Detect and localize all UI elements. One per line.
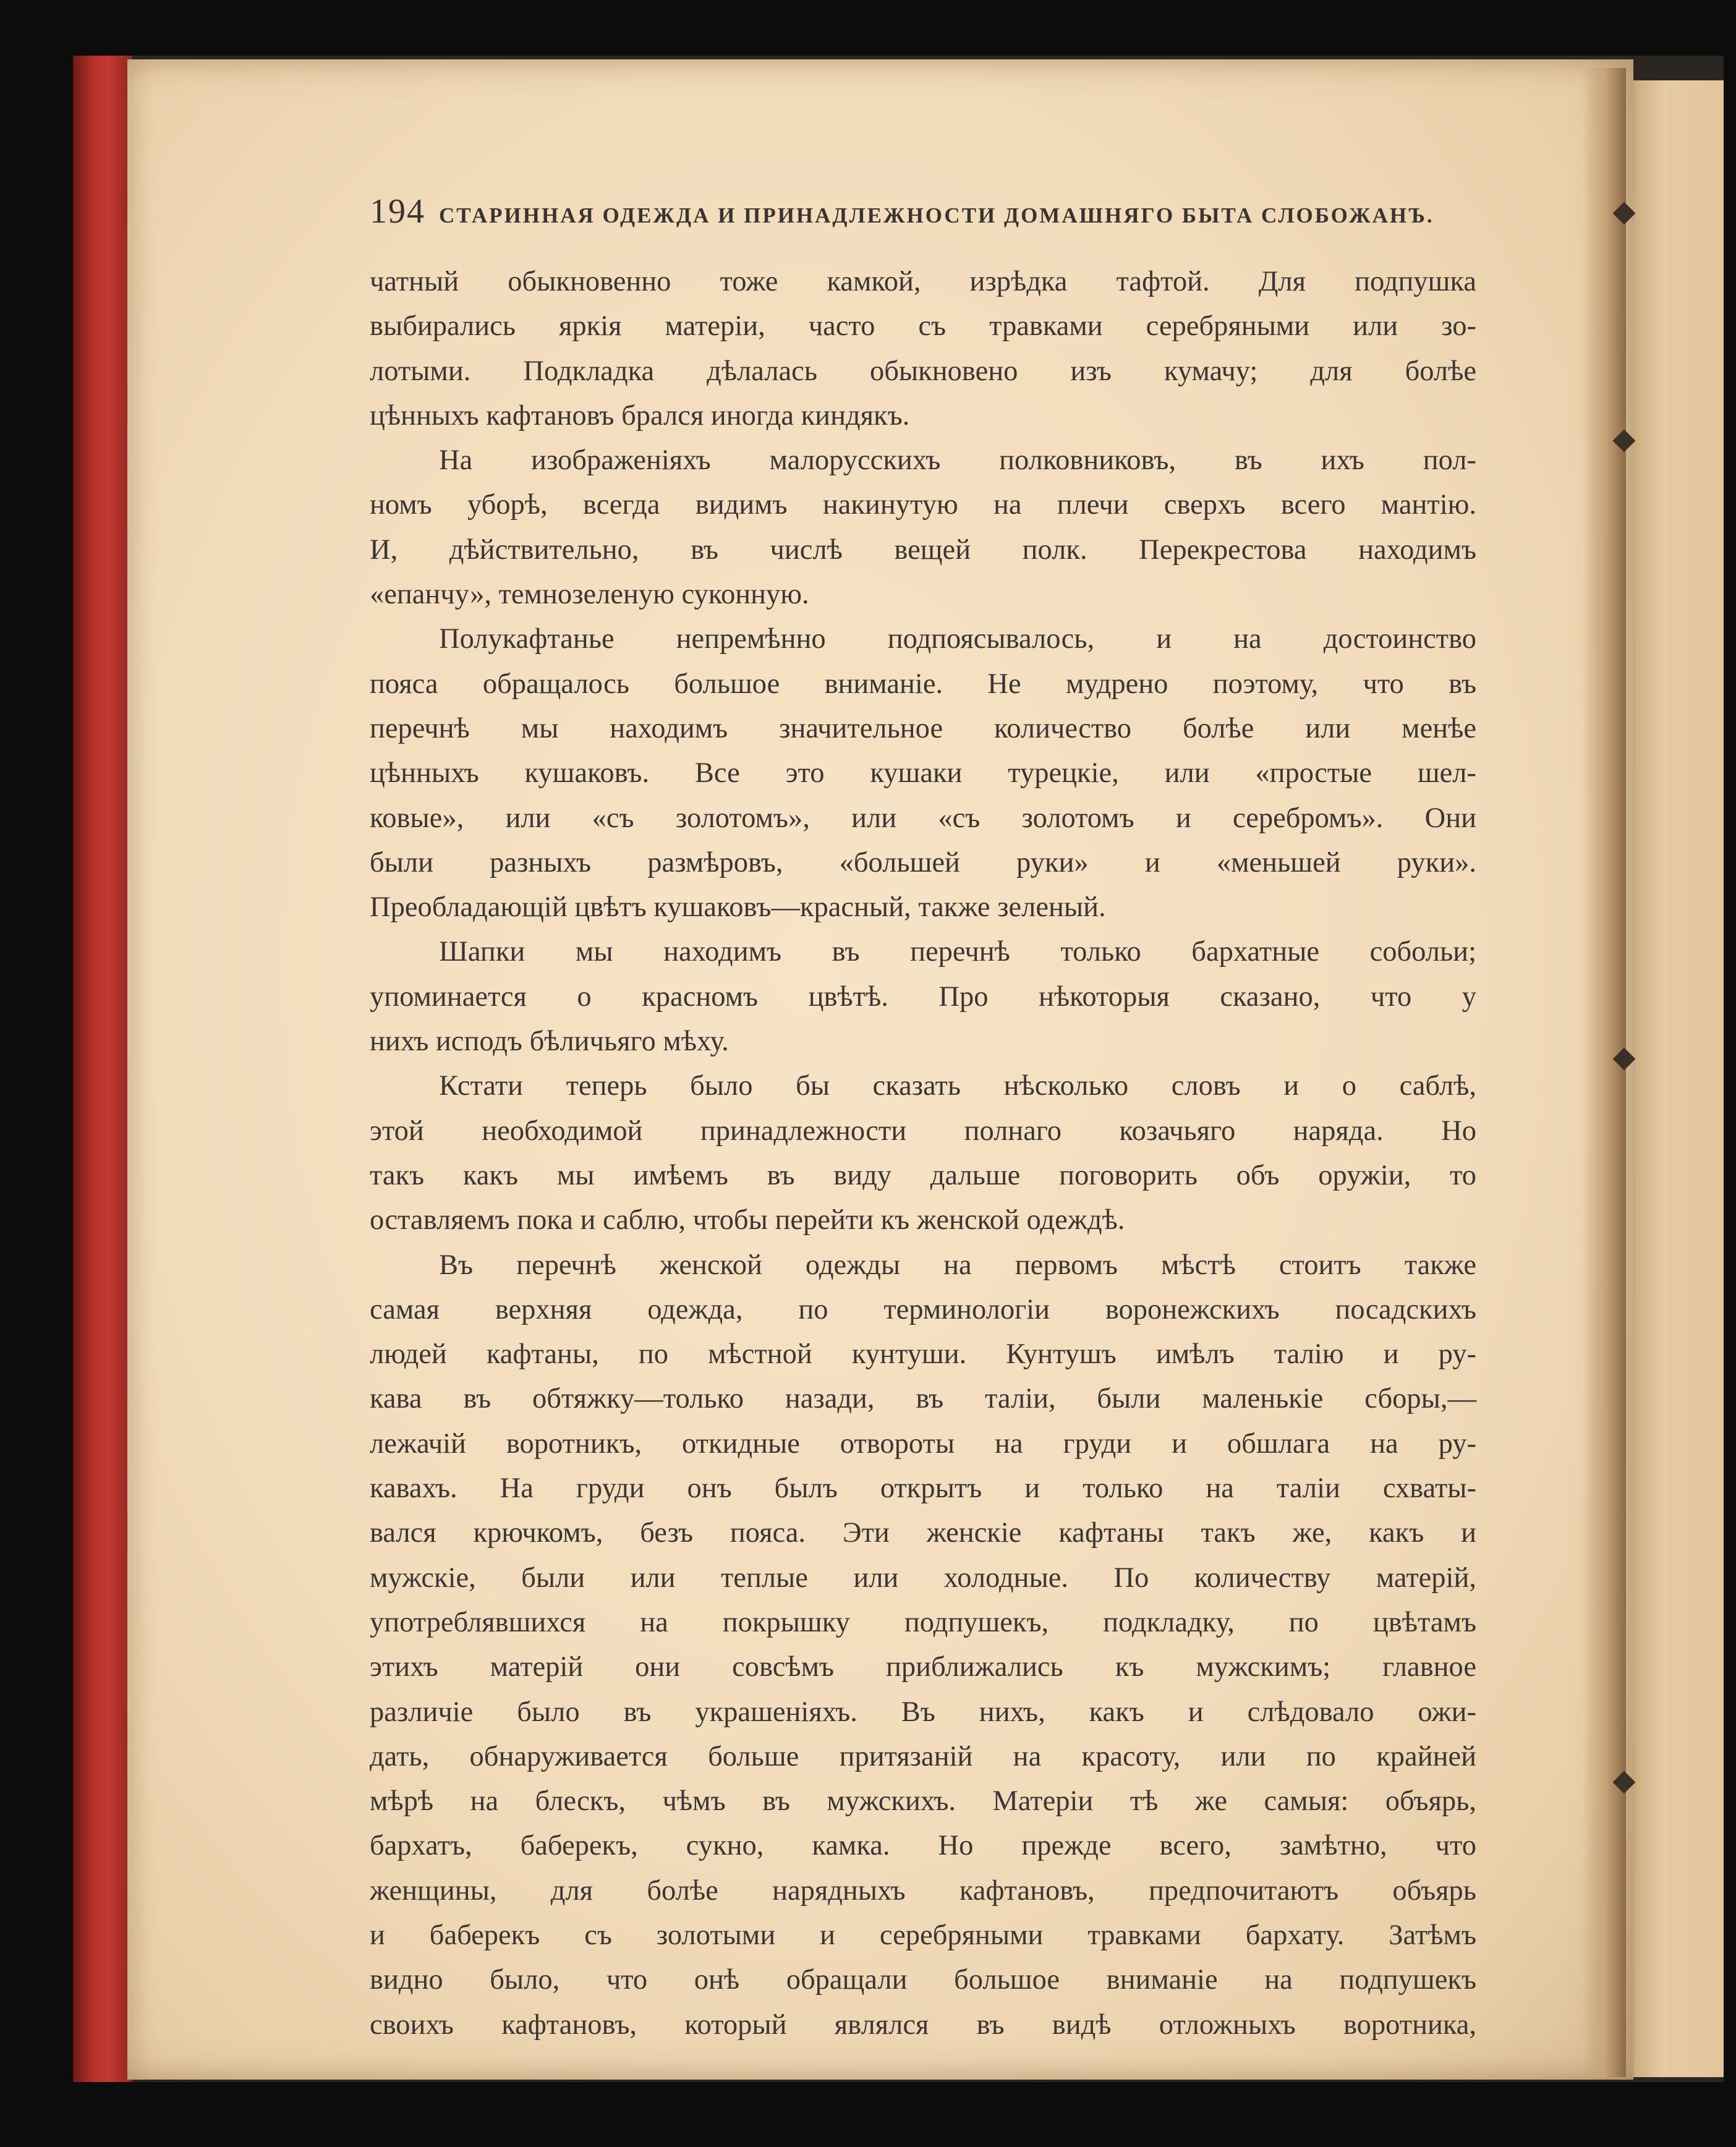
running-head: СТАРИННАЯ ОДЕЖДА И ПРИНАДЛЕЖНОСТИ ДОМАШНЯГО БЫТА СЛОБОЖАНЪ. bbox=[439, 203, 1434, 227]
text-line: нихъ исподъ бѣличьяго мѣху. bbox=[370, 1026, 729, 1058]
text-line: женщины, для болѣе нарядныхъ кафтановъ, предпочитаютъ объярь bbox=[370, 1874, 1476, 1907]
text-line: упоминается о красномъ цвѣтѣ. Про нѣкоторыя сказано, что у bbox=[370, 980, 1476, 1013]
text-line: Преобладающій цвѣтъ кушаковъ—красный, также зеленый. bbox=[370, 891, 1106, 924]
text-line: и баберекъ съ золотыми и серебряными травками бархату. Затѣмъ bbox=[370, 1919, 1476, 1951]
text-line: мужскіе, были или теплые или холодные. По количеству матерій, bbox=[370, 1562, 1476, 1594]
text-line: цѣнныхъ кушаковъ. Все это кушаки турецкіе, или «простые шел- bbox=[370, 757, 1476, 789]
text-line: этихъ матерій они совсѣмъ приближались къ мужскимъ; главное bbox=[370, 1651, 1476, 1683]
text-line: мѣрѣ на блескъ, чѣмъ въ мужскихъ. Матеріи тѣ же самыя: объярь, bbox=[370, 1785, 1476, 1818]
text-line: На изображеніяхъ малорусскихъ полковниковъ, въ ихъ пол- bbox=[439, 444, 1476, 477]
red-page-edge bbox=[73, 56, 132, 2082]
text-line: лежачій воротникъ, откидные отвороты на груди и обшлага на ру- bbox=[370, 1427, 1476, 1460]
text-line: оставляемъ пока и саблю, чтобы перейти къ женской одеждѣ. bbox=[370, 1204, 1125, 1236]
text-line: видно было, что онѣ обращали большое вниманіе на подпушекъ bbox=[370, 1964, 1476, 1996]
text-line: чатный обыкновенно тоже камкой, изрѣдка тафтой. Для подпушка bbox=[370, 266, 1476, 297]
text-line: употреблявшихся на покрышку подпушекъ, подкладку, по цвѣтамъ bbox=[370, 1606, 1476, 1638]
page-number: 194 bbox=[370, 192, 425, 231]
text-line: Кстати теперь было бы сказать нѣсколько словъ и о саблѣ, bbox=[439, 1070, 1476, 1102]
text-line: дать, обнаруживается больше притязаній на красоту, или по крайней bbox=[370, 1740, 1476, 1772]
text-line: номъ уборѣ, всегда видимъ накинутую на плечи сверхъ всего мантію. bbox=[370, 489, 1476, 521]
text-line: такъ какъ мы имѣемъ въ виду дальше поговорить объ оружіи, то bbox=[370, 1159, 1476, 1191]
next-page-edge bbox=[1625, 80, 1724, 2077]
text-line: своихъ кафтановъ, который являлся въ видѣ отложныхъ воротника, bbox=[370, 2009, 1476, 2041]
page-header bbox=[370, 192, 1458, 244]
text-line: выбирались яркія матеріи, часто съ травками серебряными или зо- bbox=[370, 310, 1476, 342]
text-line: ковые», или «съ золотомъ», или «съ золотомъ и серебромъ». Они bbox=[370, 802, 1476, 834]
text-line: различіе было въ украшеніяхъ. Въ нихъ, какъ и слѣдовало ожи- bbox=[370, 1696, 1476, 1728]
text-line: цѣнныхъ кафтановъ брался иногда киндякъ. bbox=[370, 399, 910, 432]
text-line: кава въ обтяжку—только назади, въ таліи, были маленькіе сборы,— bbox=[370, 1383, 1476, 1415]
body-text bbox=[370, 260, 1476, 2047]
text-line: Въ перечнѣ женской одежды на первомъ мѣстѣ стоитъ также bbox=[439, 1249, 1476, 1281]
text-line: были разныхъ размѣровъ, «большей руки» и «меньшей руки». bbox=[370, 846, 1476, 878]
text-line: этой необходимой принадлежности полнаго козачьяго наряда. Но bbox=[370, 1115, 1476, 1147]
text-line: лотыми. Подкладка дѣлалась обыкновено изъ кумачу; для болѣе bbox=[370, 355, 1476, 387]
text-line: пояса обращалось большое вниманіе. Не мудрено поэтому, что въ bbox=[370, 668, 1476, 700]
text-line: людей кафтаны, по мѣстной кунтуши. Кунтушъ имѣлъ талію и ру- bbox=[370, 1338, 1476, 1371]
text-line: вался крючкомъ, безъ пояса. Эти женскіе кафтаны такъ же, какъ и bbox=[370, 1517, 1476, 1549]
text-line: «епанчу», темнозеленую суконную. bbox=[370, 579, 809, 611]
text-line: Шапки мы находимъ въ перечнѣ только бархатные собольи; bbox=[439, 936, 1476, 968]
text-line: Полукафтанье непремѣнно подпоясывалось, и на достоинство bbox=[439, 623, 1476, 655]
text-line: перечнѣ мы находимъ значительное количество болѣе или менѣе bbox=[370, 712, 1476, 744]
text-line: И, дѣйствительно, въ числѣ вещей полк. Перекрестова находимъ bbox=[370, 534, 1476, 566]
text-line: кавахъ. На груди онъ былъ открытъ и только на таліи схваты- bbox=[370, 1473, 1476, 1505]
text-line: самая верхняя одежда, по терминологіи воронежскихъ посадскихъ bbox=[370, 1293, 1476, 1325]
text-line: бархатъ, баберекъ, сукно, камка. Но прежде всего, замѣтно, что bbox=[370, 1830, 1476, 1862]
